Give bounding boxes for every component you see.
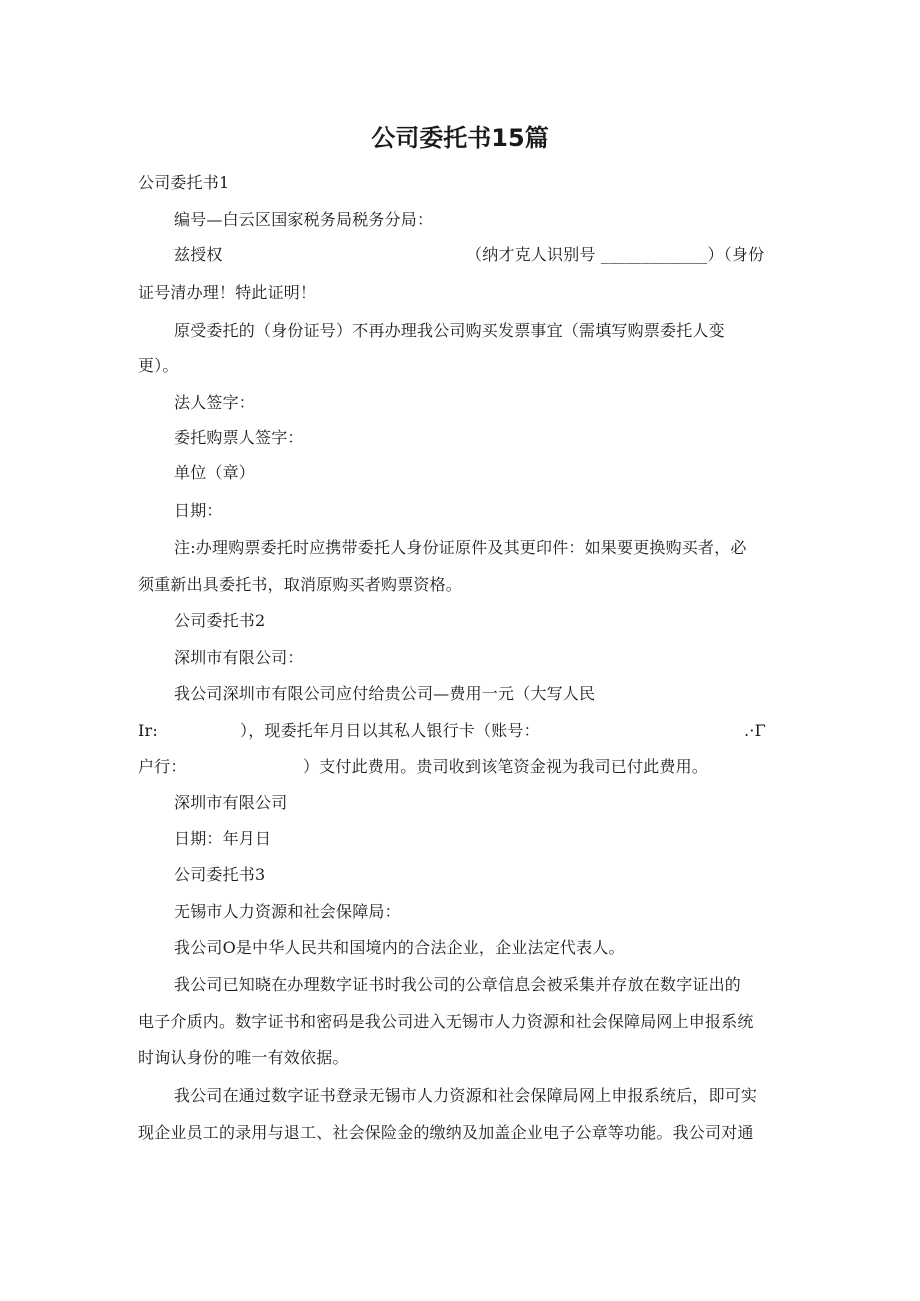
authorization-line-start: 兹授权 — [174, 245, 223, 264]
body-line: 现企业员工的录用与退工、社会保险金的缴纳及加盖企业电子公章等功能。我公司对通 — [138, 1123, 754, 1142]
body-line: 我公司O是中华人民共和国境内的合法企业，企业法定代表人。 — [174, 938, 625, 957]
buyer-signature-label: 委托购票人签字： — [174, 428, 304, 447]
unit-seal-label: 单位（章） — [174, 463, 256, 482]
addressee-line: 编号—白云区国家税务局税务分局： — [174, 210, 434, 229]
body-line: 我公司深圳市有限公司应付给贵公司—费用一元（大写人民 — [174, 684, 596, 703]
addressee-line: 无锡市人力资源和社会保障局： — [174, 902, 401, 921]
section-heading-3: 公司委托书3 — [174, 865, 266, 884]
body-line: 原受委托的（身份证号）不再办理我公司购买发票事宜（需填写购票委托人变 — [174, 321, 725, 340]
date-label: 日期： — [174, 501, 223, 520]
body-line-fragment: .·Γ — [744, 721, 766, 740]
body-line: 我公司已知晓在办理数字证书时我公司的公章信息会被采集并存放在数字证出的 — [174, 975, 742, 994]
legal-signature-label: 法人签字： — [174, 393, 256, 412]
section-heading-2: 公司委托书2 — [174, 611, 266, 630]
body-line: 电子介质内。数字证书和密码是我公司进入无锡市人力资源和社会保障局网上申报系统 — [138, 1012, 754, 1031]
date-label: 日期：年月日 — [174, 829, 272, 848]
addressee-line: 深圳市有限公司： — [174, 648, 304, 667]
note-line: 注:办理购票委托时应携带委托人身份证原件及其更印件：如果要更换购买者，必 — [174, 538, 747, 557]
body-line: 我公司在通过数字证书登录无锡市人力资源和社会保障局网上申报系统后，即可实 — [174, 1086, 758, 1105]
section-heading-1: 公司委托书1 — [138, 173, 230, 192]
body-line-fragment: Ir: — [138, 721, 158, 740]
company-name-line: 深圳市有限公司 — [174, 793, 288, 812]
bank-label: 户行： — [138, 757, 187, 776]
body-line-fragment: ）支付此费用。贵司收到该笔资金视为我司已付此费用。 — [303, 757, 709, 776]
body-line: 更）。 — [138, 356, 179, 375]
body-line-fragment: ），现委托年月日以其私人银行卡（账号： — [240, 721, 540, 740]
body-line: 时询认身份的唯一有效依据。 — [138, 1048, 349, 1067]
note-line: 须重新出具委托书，取消原购买者购票资格。 — [138, 575, 463, 594]
body-line: 证号清办理！特此证明！ — [138, 283, 317, 302]
document-title: 公司委托书15篇 — [371, 124, 549, 152]
taxpayer-id-line: （纳才克人识别号 _____________）（身份 — [466, 245, 765, 264]
